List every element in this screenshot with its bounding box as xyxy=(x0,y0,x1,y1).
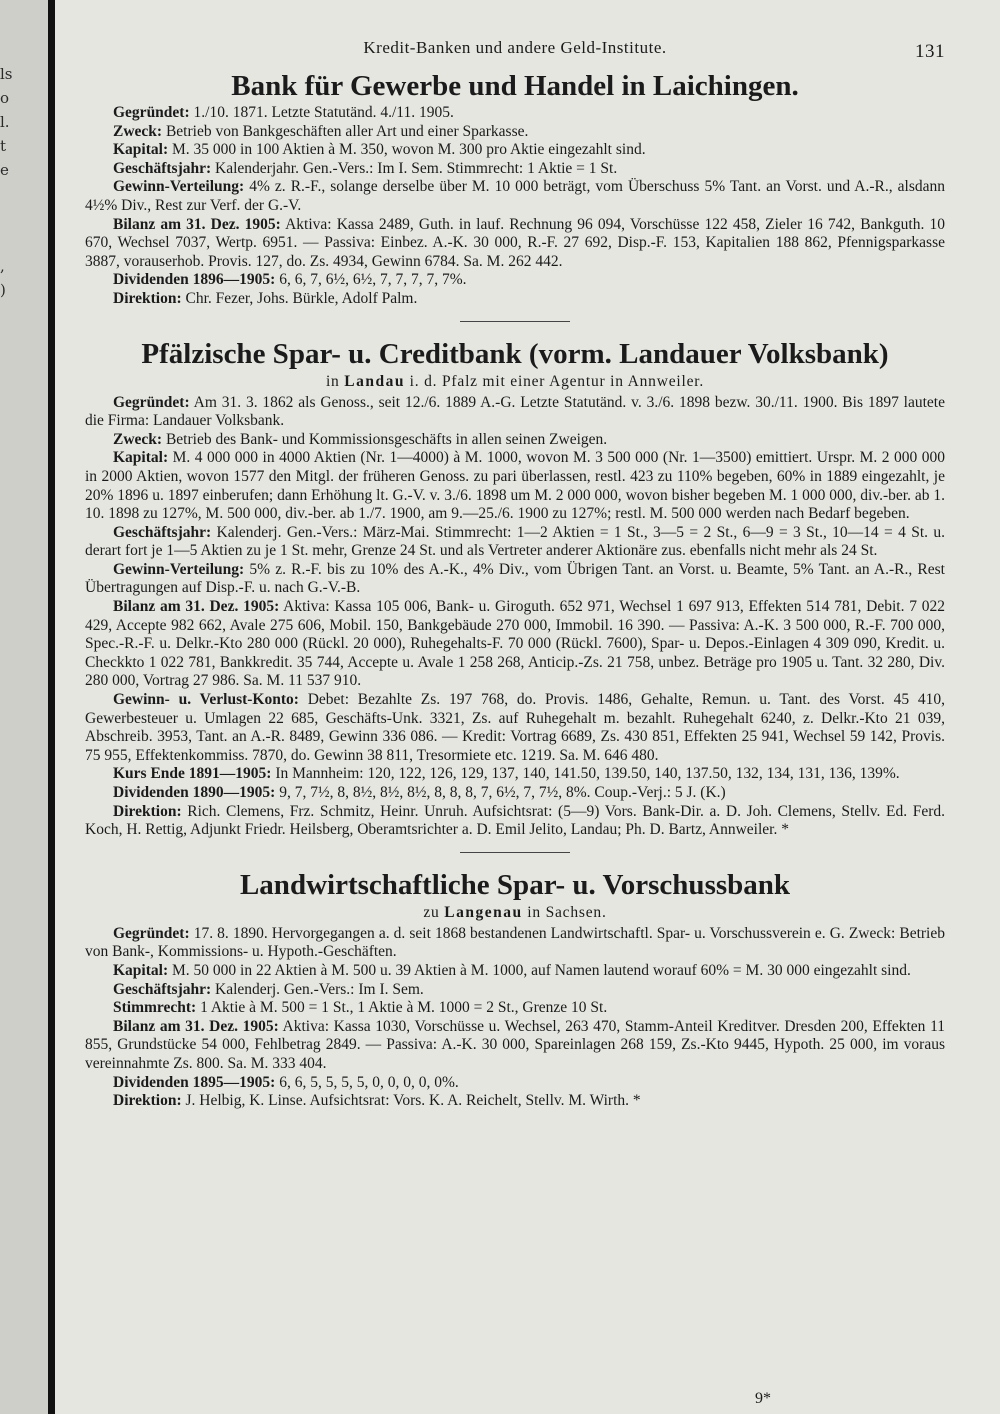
entry-gegruendet: Gegründet: 17. 8. 1890. Hervorgegangen a. d. seit 1868 bestandenen Landwirtschaftl. Spar- u. Vorschussverein e. G. Zweck: Betrieb von Bank-, Kommissions- u. Hypoth.-Geschäften. xyxy=(85,924,945,961)
section-divider xyxy=(460,852,570,853)
entry-geschaeftsjahr: Geschäftsjahr: Kalenderjahr. Gen.-Vers.: Im I. Sem. Stimmrecht: 1 Aktie = 1 St. xyxy=(113,159,618,177)
entry-kurs: Kurs Ende 1891—1905: In Mannheim: 120, 122, 126, 129, 137, 140, 141.50, 139.50, 140, 137.50, 132, 134, 131, 136, 139%. xyxy=(113,765,900,783)
entry-geschaeftsjahr: Geschäftsjahr: Kalenderj. Gen.-Vers.: März-Mai. Stimmrecht: 1—2 Aktien = 1 St., 3—5 = 2 St., 6—9 = 3 St., 10—14 = 4 St. u. derart fort je 1—5 Aktien zu je 1 St. mehr, Grenze 24 St. und als Vertreter anderer Aktionäre zus. ebenfalls nicht mehr als 24 St. xyxy=(85,523,945,560)
facing-page-edge xyxy=(0,0,48,1414)
section-landau xyxy=(85,336,945,840)
facing-page-fragment xyxy=(0,206,40,230)
section-entries xyxy=(85,104,945,309)
section-location: in Landau i. d. Pfalz mit einer Agentur in Annweiler. xyxy=(325,372,705,390)
signature-mark: 9* xyxy=(755,1390,771,1407)
entry-gewinn-verlust-konto: Gewinn- u. Verlust-Konto: Debet: Bezahlte Zs. 197 768, do. Provis. 1486, Gehalte, Remun. u. Tant. des Vorst. 45 410, Gewerbesteuer u. Umlagen 22 685, Geschäfts-Unk. 3321, Zs. auf Ruhegehalt m. bezahlt. Ruhegehalt 6240, z. Delkr.-Kto 21 039, Abschreib. 3953, Tant. an A.-R. 8489, Gewinn 336 086. — Kredit: Vortrag 6689, Zs. 430 851, Effekten 25 941, Wechsel 59 142, Provis. 75 955, Effektenkommiss. 7870, do. Gewinn 38 811, Tresormiete etc. 1219. Sa. M. 646 480. xyxy=(85,691,945,764)
facing-page-fragment xyxy=(0,182,40,206)
entry-kapital: Kapital: M. 4 000 000 in 4000 Aktien (Nr. 1—4000) à M. 1000, wovon M. 3 500 000 (Nr. 1—3500) emittiert. Urspr. M. 2 000 000 in 2000 Aktien, wovon 1577 den Mitgl. der früheren Genoss. zu pari überlassen, restl. 423 zu 110% begeben, 60% in 1889 eingezahlt, je 20% 1896 u. 1897 einberufen; dann Erhöhung lt. G.-V. v. 3./6. 1898 um M. 2 000 000, wovon bisher begeben M. 1 000 000, div.-ber. ab 1. 10. 1898 zu 127%, M. 500 000, div.-ber. ab 1./7. 1900, am 9.—25./6. 1900 zu 127%; restl. M. 500 000 werden nach Bedarf begeben. xyxy=(85,449,945,523)
entry-geschaeftsjahr: Geschäftsjahr: Kalenderj. Gen.-Vers.: Im I. Sem. xyxy=(113,980,424,998)
entry-kapital: Kapital: M. 50 000 in 22 Aktien à M. 500 u. 39 Aktien à M. 1000, auf Namen lautend worauf 60% = M. 30 000 eingezahlt sind. xyxy=(113,961,911,979)
facing-page-fragment: ls xyxy=(0,65,13,83)
facing-page-fragment: t xyxy=(0,137,7,155)
entry-direktion: Direktion: J. Helbig, K. Linse. Aufsichtsrat: Vors. K. A. Reichelt, Stellv. M. Wirth. * xyxy=(113,1092,641,1110)
facing-page-fragment: ) xyxy=(0,281,6,299)
running-head xyxy=(85,34,945,62)
section-title: Landwirtschaftliche Spar- u. Vorschussbank xyxy=(239,868,791,901)
section-entries xyxy=(85,925,945,1111)
entry-dividenden: Dividenden 1896—1905: 6, 6, 7, 6½, 6½, 7, 7, 7, 7, 7%. xyxy=(113,271,467,289)
facing-page-fragment: o xyxy=(0,89,10,107)
section-divider xyxy=(460,321,570,322)
entry-dividenden: Dividenden 1895—1905: 6, 6, 5, 5, 5, 5, 0, 0, 0, 0, 0%. xyxy=(113,1073,459,1091)
section-entries xyxy=(85,394,945,840)
facing-page-fragment xyxy=(0,230,40,254)
entry-kapital: Kapital: M. 35 000 in 100 Aktien à M. 350, wovon M. 300 pro Aktie eingezahlt sind. xyxy=(113,141,646,159)
entry-gegruendet: Gegründet: 1./10. 1871. Letzte Statutänd. 4./11. 1905. xyxy=(113,104,454,121)
entry-direktion: Direktion: Rich. Clemens, Frz. Schmitz, Heinr. Unruh. Aufsichtsrat: (5—9) Vors. Bank-Dir. a. D. Joh. Clemens, Stellv. Ed. Ferd. Koch, H. Rettig, Adjunkt Friedr. Heilsberg, Oberamtsrichter a. D. Emil Jelito, Landau; Ph. D. Bartz, Annweiler. * xyxy=(85,802,945,839)
running-title: Kredit-Banken und andere Geld-Institute. xyxy=(363,38,667,57)
entry-stimmrecht: Stimmrecht: 1 Aktie à M. 500 = 1 St., 1 Aktie à M. 1000 = 2 St., Grenze 10 St. xyxy=(113,999,608,1017)
facing-page-fragments xyxy=(0,62,40,302)
entry-gewinn-verteilung: Gewinn-Verteilung: 4% z. R.-F., solange derselbe über M. 10 000 beträgt, vom Überschuss 5% Tant. an Vorst. und A.-R., alsdann 4½% Div., Rest zur Verf. der G.-V. xyxy=(85,178,945,214)
facing-page-fragment: l. xyxy=(0,113,10,131)
book-spine xyxy=(48,0,55,1414)
entry-zweck: Zweck: Betrieb von Bankgeschäften aller Art und einer Sparkasse. xyxy=(113,122,529,140)
book-page xyxy=(55,0,1000,1414)
section-langenau xyxy=(85,867,945,1111)
facing-page-fragment: , xyxy=(0,257,5,275)
entry-bilanz: Bilanz am 31. Dez. 1905: Aktiva: Kassa 2489, Guth. in lauf. Rechnung 96 094, Vorschüsse 122 458, Zieler 16 742, Bankguth. 10 670, Wechsel 7037, Wertp. 6951. — Passiva: Einbez. A.-K. 30 000, R.-F. 27 692, Disp.-F. 153, Kapitalien 188 862, Pfennigsparkasse 3887, vorauserhob. Provis. 127, do. Zs. 4934, Gewinn 6784. Sa. M. 262 442. xyxy=(85,215,945,270)
section-location: zu Langenau in Sachsen. xyxy=(423,903,607,921)
entry-gegruendet: Gegründet: Am 31. 3. 1862 als Genoss., seit 12./6. 1889 A.-G. Letzte Statutänd. v. 3./6. 1898 bezw. 30./11. 1900. Bis 1897 lautete die Firma: Landauer Volksbank. xyxy=(85,393,945,430)
entry-direktion: Direktion: Chr. Fezer, Johs. Bürkle, Adolf Palm. xyxy=(113,289,418,307)
section-title: Pfälzische Spar- u. Creditbank (vorm. Landauer Volksbank) xyxy=(141,337,889,370)
entry-gewinn-verteilung: Gewinn-Verteilung: 5% z. R.-F. bis zu 10% des A.-K., 4% Div., vom Übrigen Tant. an Vorst. u. Beamte, 5% Tant. an A.-R., Rest Übertragungen auf Disp.-F. u. nach G.-V.-B. xyxy=(85,560,945,597)
section-title: Bank für Gewerbe und Handel in Laichingen. xyxy=(231,70,799,102)
entry-bilanz: Bilanz am 31. Dez. 1905: Aktiva: Kassa 105 006, Bank- u. Giroguth. 652 971, Wechsel 1 697 913, Effekten 514 781, Debit. 7 022 429, Accepte 982 662, Avale 275 606, Mobil. 150, Bankgebäude 270 000, Immobil. 16 390. — Passiva: A.-K. 3 500 000, R.-F. 700 000, Spec.-R.-F. u. Delkr.-Kto 280 000 (Rückl. 20 000), Ruhegehalts-F. 70 000 (Rückl. 7600), Spar- u. Depos.-Einlagen 4 309 090, Kredit. u. Checkkto 1 022 781, Bankkredit. 35 744, Accepte u. Avale 1 258 268, Anticip.-Zs. 21 758, unbez. Beträge pro 1905 u. Tant. 32 280, Div. 280 000, Vortrag 27 986. Sa. M. 11 537 910. xyxy=(85,598,945,690)
entry-zweck: Zweck: Betrieb des Bank- und Kommissionsgeschäfts in allen seinen Zweigen. xyxy=(113,430,608,448)
entry-dividenden: Dividenden 1890—1905: 9, 7, 7½, 8, 8½, 8½, 8½, 8, 8, 8, 7, 6½, 7, 7½, 8%. Coup.-Verj.: 5 J. (K.) xyxy=(113,784,726,801)
page-number: 131 xyxy=(915,41,945,62)
entry-bilanz: Bilanz am 31. Dez. 1905: Aktiva: Kassa 1030, Vorschüsse u. Wechsel, 263 470, Stamm-Anteil Kreditver. Dresden 200, Effekten 11 855, Grundstücke 54 000, Fehlbetrag 2849. — Passiva: A.-K. 30 000, Spareinlagen 268 159, Zs.-Kto 9445, Hypoth. 25 000, im voraus vereinnahmte Zs. 800. Sa. M. 333 404. xyxy=(85,1017,945,1072)
section-laichingen xyxy=(85,68,945,309)
page-content xyxy=(85,34,945,1111)
facing-page-fragment: e xyxy=(0,161,9,179)
